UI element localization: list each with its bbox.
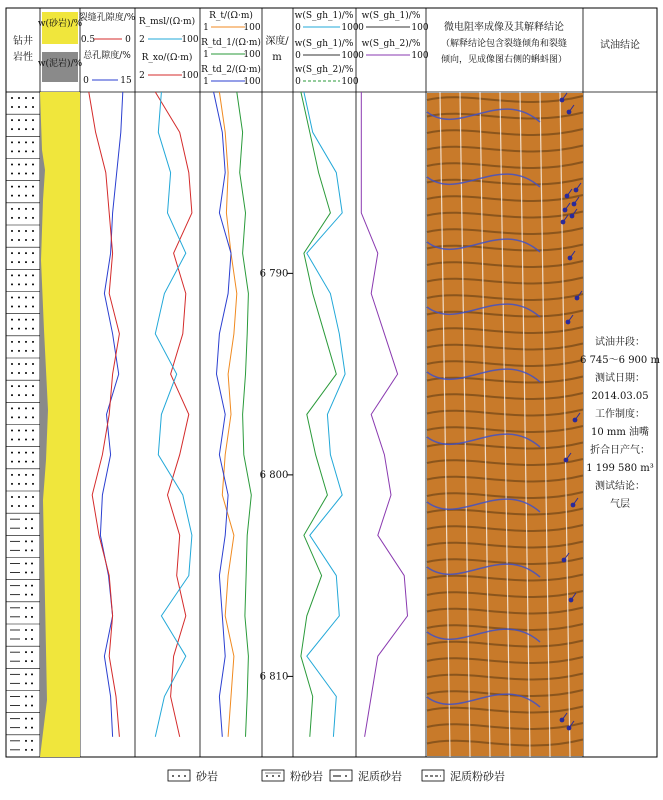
- sand-dot: [18, 363, 20, 365]
- sand-dot: [18, 97, 20, 99]
- frac-scale-l: 0.5: [80, 35, 96, 45]
- legend-dot: [178, 775, 180, 777]
- sand-dot: [25, 106, 27, 108]
- sand-dot: [25, 195, 27, 197]
- sand-dot: [25, 718, 27, 720]
- depth-label-2: 6 810: [259, 671, 289, 683]
- sand-dot: [32, 505, 34, 507]
- sand-dot: [11, 252, 13, 254]
- sand-dot: [18, 407, 20, 409]
- sw2-r: 100: [341, 51, 359, 61]
- conclusion-line-0: 试油井段：: [595, 337, 645, 348]
- sand-dot: [32, 319, 34, 321]
- sand-dot: [18, 119, 20, 121]
- sand-dot: [25, 616, 27, 618]
- legend-label-1: 粉砂岩: [290, 770, 323, 783]
- series-line-4: [219, 92, 236, 737]
- sand-dot: [25, 186, 27, 188]
- sand-dot: [18, 106, 20, 108]
- sand-dot: [11, 483, 13, 485]
- rt-l: 1: [203, 23, 209, 33]
- legend-dot: [345, 775, 347, 777]
- sand-dot: [32, 106, 34, 108]
- rd2-l: 1: [203, 77, 209, 87]
- sand-dot: [25, 328, 27, 330]
- sand-dot: [18, 261, 20, 263]
- sand-dot: [25, 549, 27, 551]
- sand-dot: [31, 527, 33, 529]
- sand-dot: [18, 274, 20, 276]
- sand-dot: [18, 483, 20, 485]
- sand-dot: [25, 607, 27, 609]
- sand-dot: [11, 461, 13, 463]
- sand-dot: [25, 527, 27, 529]
- conclusion-line-5: 10 mm 油嘴: [590, 427, 650, 438]
- hdr-rmsl: R_msl/(Ω·m): [138, 17, 196, 27]
- sand-dot: [25, 629, 27, 631]
- hdr-image-sub1: （解释结论包含裂缝倾角和裂缝: [440, 39, 568, 49]
- sand-dot: [11, 97, 13, 99]
- sand-dot: [31, 673, 33, 675]
- sand-dot: [25, 97, 27, 99]
- sand-dot: [18, 230, 20, 232]
- sand-dot: [18, 252, 20, 254]
- sw3-l: 0: [295, 77, 301, 87]
- sand-dot: [31, 696, 33, 698]
- sand-dot: [25, 673, 27, 675]
- sand-dot: [25, 749, 27, 751]
- sand-dot: [11, 394, 13, 396]
- sand-dot: [32, 430, 34, 432]
- sand-dot: [25, 252, 27, 254]
- sand-dot: [25, 651, 27, 653]
- sand-dot: [11, 452, 13, 454]
- sand-dot: [25, 416, 27, 418]
- sand-dot: [25, 385, 27, 387]
- sand-dot: [18, 505, 20, 507]
- sand-dot: [11, 106, 13, 108]
- sand-dot: [32, 496, 34, 498]
- series-line-3: [155, 92, 192, 737]
- sand-dot: [25, 306, 27, 308]
- sand-dot: [18, 208, 20, 210]
- sand-dot: [32, 474, 34, 476]
- hdr-rxo: R_xo/(Ω·m): [141, 53, 193, 63]
- rxo-r: 100: [181, 71, 199, 81]
- sand-dot: [32, 217, 34, 219]
- legend-dot: [272, 775, 274, 777]
- conclusion-line-7: 1 199 580 m³: [586, 463, 654, 474]
- sand-dot: [25, 540, 27, 542]
- sand-dot: [25, 572, 27, 574]
- sand-dot: [11, 239, 13, 241]
- hdr-depth-2: m: [272, 52, 282, 63]
- sand-dot: [25, 350, 27, 352]
- sw3-r: 100: [341, 77, 359, 87]
- sand-dot: [18, 283, 20, 285]
- depth-label-1: 6 800: [259, 469, 289, 481]
- sand-dot: [11, 372, 13, 374]
- sand-dot: [25, 173, 27, 175]
- sand-dot: [32, 350, 34, 352]
- sand-dot: [25, 638, 27, 640]
- sand-dot: [11, 319, 13, 321]
- sand-dot: [11, 496, 13, 498]
- rxo-l: 2: [139, 71, 145, 81]
- sand-dot: [32, 452, 34, 454]
- sand-dot: [31, 540, 33, 542]
- sand-dot: [18, 195, 20, 197]
- sand-dot: [11, 119, 13, 121]
- sand-dot: [32, 186, 34, 188]
- sand-dot: [11, 306, 13, 308]
- sand-dot: [25, 217, 27, 219]
- sand-dot: [18, 239, 20, 241]
- conclusion-line-4: 工作制度：: [595, 409, 645, 420]
- series-line-5: [237, 92, 252, 737]
- sand-dot: [11, 141, 13, 143]
- sand-dot: [25, 563, 27, 565]
- sw1-l: 0: [295, 23, 301, 33]
- sand-dot: [25, 682, 27, 684]
- sand-dot: [11, 128, 13, 130]
- sand-dot: [11, 430, 13, 432]
- rd1-r: 100: [243, 50, 261, 60]
- hdr-sand: w(砂岩)/%: [37, 19, 83, 29]
- tpor-scale-r: 15: [120, 76, 132, 86]
- sand-dot: [31, 718, 33, 720]
- sand-dot: [25, 461, 27, 463]
- sw1-r: 100: [341, 23, 359, 33]
- hdr-sb1: w(S_gh_1)/%: [361, 11, 421, 21]
- sand-dot: [18, 372, 20, 374]
- sand-dot: [25, 705, 27, 707]
- sand-dot: [11, 186, 13, 188]
- sand-dot: [25, 164, 27, 166]
- sand-dot: [18, 186, 20, 188]
- sand-dot: [32, 439, 34, 441]
- sand-dot: [11, 385, 13, 387]
- series-line-8: [304, 92, 345, 737]
- sand-dot: [25, 141, 27, 143]
- sand-dot: [18, 150, 20, 152]
- sand-dot: [31, 572, 33, 574]
- sand-dot: [32, 195, 34, 197]
- sand-dot: [32, 385, 34, 387]
- sand-dot: [11, 208, 13, 210]
- sand-dot: [32, 97, 34, 99]
- sw2-l: 0: [295, 51, 301, 61]
- sand-dot: [11, 283, 13, 285]
- sand-dot: [11, 363, 13, 365]
- sand-dot: [25, 239, 27, 241]
- sand-dot: [32, 119, 34, 121]
- legend-dot: [172, 775, 174, 777]
- sand-dot: [31, 518, 33, 520]
- sand-dot: [18, 385, 20, 387]
- sand-dot: [18, 461, 20, 463]
- sand-dot: [31, 607, 33, 609]
- sand-dot: [25, 452, 27, 454]
- sand-dot: [11, 350, 13, 352]
- hdr-sw3: w(S_gh_2)/%: [294, 65, 354, 75]
- sand-dot: [18, 416, 20, 418]
- hdr-mud: w(泥岩)/%: [37, 59, 83, 69]
- series-line-7: [301, 92, 336, 737]
- sand-dot: [18, 319, 20, 321]
- sand-dot: [32, 164, 34, 166]
- sand-dot: [31, 585, 33, 587]
- sand-dot: [32, 141, 34, 143]
- legend-label-2: 泥质砂岩: [358, 770, 402, 783]
- sand-dot: [11, 328, 13, 330]
- hdr-rd1: R_td_1/(Ω·m): [201, 38, 261, 48]
- sand-dot: [32, 363, 34, 365]
- sand-dot: [32, 394, 34, 396]
- sand-dot: [25, 496, 27, 498]
- legend-label-3: 泥质粉砂岩: [450, 770, 505, 783]
- sand-dot: [25, 696, 27, 698]
- sand-dot: [18, 341, 20, 343]
- sand-dot: [25, 407, 27, 409]
- hdr-sb2: w(S_gh_2)/%: [361, 39, 421, 49]
- sand-dot: [32, 208, 34, 210]
- sand-dot: [32, 150, 34, 152]
- tpor-scale-l: 0: [83, 76, 89, 86]
- sand-dot: [32, 230, 34, 232]
- hdr-result: 试油结论: [600, 40, 640, 51]
- sand-dot: [25, 660, 27, 662]
- sand-dot: [18, 128, 20, 130]
- sand-dot: [18, 297, 20, 299]
- sand-dot: [32, 416, 34, 418]
- sand-dot: [25, 372, 27, 374]
- hdr-total-por: 总孔隙度/%: [83, 51, 131, 61]
- conclusion-line-9: 气层: [610, 499, 630, 510]
- sand-dot: [25, 594, 27, 596]
- sand-dot: [32, 407, 34, 409]
- sand-dot: [11, 505, 13, 507]
- sand-dot: [25, 261, 27, 263]
- sand-dot: [25, 439, 27, 441]
- sand-dot: [25, 518, 27, 520]
- sand-dot: [25, 394, 27, 396]
- sand-dot: [32, 274, 34, 276]
- sand-dot: [25, 128, 27, 130]
- sand-dot: [11, 341, 13, 343]
- sand-dot: [11, 173, 13, 175]
- sand-dot: [32, 239, 34, 241]
- sand-dot: [31, 727, 33, 729]
- sand-dot: [18, 452, 20, 454]
- sand-dot: [32, 261, 34, 263]
- sb2-r: 100: [411, 51, 429, 61]
- sand-dot: [18, 496, 20, 498]
- sand-dot: [11, 416, 13, 418]
- sand-dot: [18, 394, 20, 396]
- rt-r: 100: [243, 23, 261, 33]
- sand-dot: [31, 549, 33, 551]
- rmsl-r: 100: [181, 35, 199, 45]
- sand-dot: [31, 594, 33, 596]
- sand-dot: [25, 150, 27, 152]
- sand-dot: [32, 306, 34, 308]
- sand-dot: [25, 208, 27, 210]
- sand-dot: [31, 740, 33, 742]
- sand-dot: [25, 740, 27, 742]
- legend-label-0: 砂岩: [196, 770, 218, 783]
- frac-scale-r: 0: [125, 35, 131, 45]
- sand-dot: [32, 297, 34, 299]
- sand-dot: [18, 439, 20, 441]
- legend-dot: [278, 775, 280, 777]
- hdr-rd2: R_td_2/(Ω·m): [201, 65, 261, 75]
- legend-dot: [266, 775, 268, 777]
- conclusion-line-1: 6 745～6 900 m: [580, 355, 660, 366]
- sand-dot: [32, 483, 34, 485]
- sand-dot: [25, 474, 27, 476]
- sb1-l: 0: [358, 23, 364, 33]
- sand-dot: [11, 230, 13, 232]
- conclusion-line-2: 测试日期：: [595, 373, 645, 384]
- sand-dot: [11, 150, 13, 152]
- conclusion-line-8: 测试结论：: [595, 481, 645, 492]
- hdr-sw2: w(S_gh_1)/%: [294, 39, 354, 49]
- rmsl-l: 2: [139, 35, 145, 45]
- sand-dot: [31, 705, 33, 707]
- sand-dot: [25, 230, 27, 232]
- sand-dot: [32, 328, 34, 330]
- sand-dot: [25, 341, 27, 343]
- sand-dot: [25, 363, 27, 365]
- rd1-l: 1: [203, 50, 209, 60]
- sand-dot: [31, 638, 33, 640]
- sand-dot: [11, 297, 13, 299]
- sand-dot: [32, 461, 34, 463]
- sand-dot: [31, 660, 33, 662]
- sand-dot: [32, 173, 34, 175]
- sand-dot: [31, 563, 33, 565]
- sand-dot: [32, 128, 34, 130]
- series-line-9: [361, 92, 407, 737]
- rd2-r: 100: [243, 77, 261, 87]
- sand-dot: [25, 430, 27, 432]
- conclusion-line-3: 2014.03.05: [591, 391, 649, 402]
- sand-dot: [18, 350, 20, 352]
- sand-dot: [18, 306, 20, 308]
- sand-dot: [18, 328, 20, 330]
- sand-dot: [25, 119, 27, 121]
- hdr-lithology-2: 岩性: [13, 52, 33, 63]
- sand-dot: [25, 319, 27, 321]
- series-line-6: [214, 92, 231, 737]
- depth-label-0: 6 790: [259, 268, 289, 280]
- sand-dot: [31, 651, 33, 653]
- series-line-0: [100, 92, 122, 737]
- sand-dot: [11, 439, 13, 441]
- series-line-2: [155, 92, 192, 737]
- sb1-r: 100: [411, 23, 429, 33]
- sand-dot: [18, 430, 20, 432]
- sand-dot: [31, 616, 33, 618]
- sand-dot: [31, 749, 33, 751]
- conclusion-line-6: 折合日产气：: [590, 445, 650, 456]
- sand-dot: [25, 585, 27, 587]
- hdr-sw1: w(S_gh_1)/%: [294, 11, 354, 21]
- sand-dot: [32, 283, 34, 285]
- sand-dot: [11, 217, 13, 219]
- sand-dot: [18, 474, 20, 476]
- hdr-frac-por: 裂缝孔隙度/%: [78, 13, 136, 23]
- sand-dot: [31, 629, 33, 631]
- hdr-image-title: 微电阻率成像及其解释结论: [444, 22, 564, 33]
- sand-dot: [25, 274, 27, 276]
- sb2-l: 0: [358, 51, 364, 61]
- sand-dot: [18, 217, 20, 219]
- hdr-depth-1: 深度/: [265, 36, 289, 47]
- sand-dot: [31, 682, 33, 684]
- sand-dot: [11, 195, 13, 197]
- sand-dot: [11, 474, 13, 476]
- sand-dot: [18, 173, 20, 175]
- hdr-rt: R_t/(Ω·m): [209, 11, 253, 21]
- hdr-lithology-1: 钻井: [13, 36, 33, 47]
- sand-dot: [11, 274, 13, 276]
- sand-dot: [25, 283, 27, 285]
- sand-dot: [25, 505, 27, 507]
- sand-dot: [25, 297, 27, 299]
- sand-dot: [11, 407, 13, 409]
- sand-dot: [25, 483, 27, 485]
- sand-dot: [18, 141, 20, 143]
- hdr-image-sub2: 倾向，见成像图右侧的蝌蚪图）: [440, 55, 568, 65]
- sand-dot: [32, 252, 34, 254]
- sand-dot: [25, 727, 27, 729]
- sand-dot: [11, 261, 13, 263]
- sand-dot: [18, 164, 20, 166]
- sand-dot: [32, 341, 34, 343]
- sand-dot: [11, 164, 13, 166]
- sand-dot: [32, 372, 34, 374]
- legend-dot: [184, 775, 186, 777]
